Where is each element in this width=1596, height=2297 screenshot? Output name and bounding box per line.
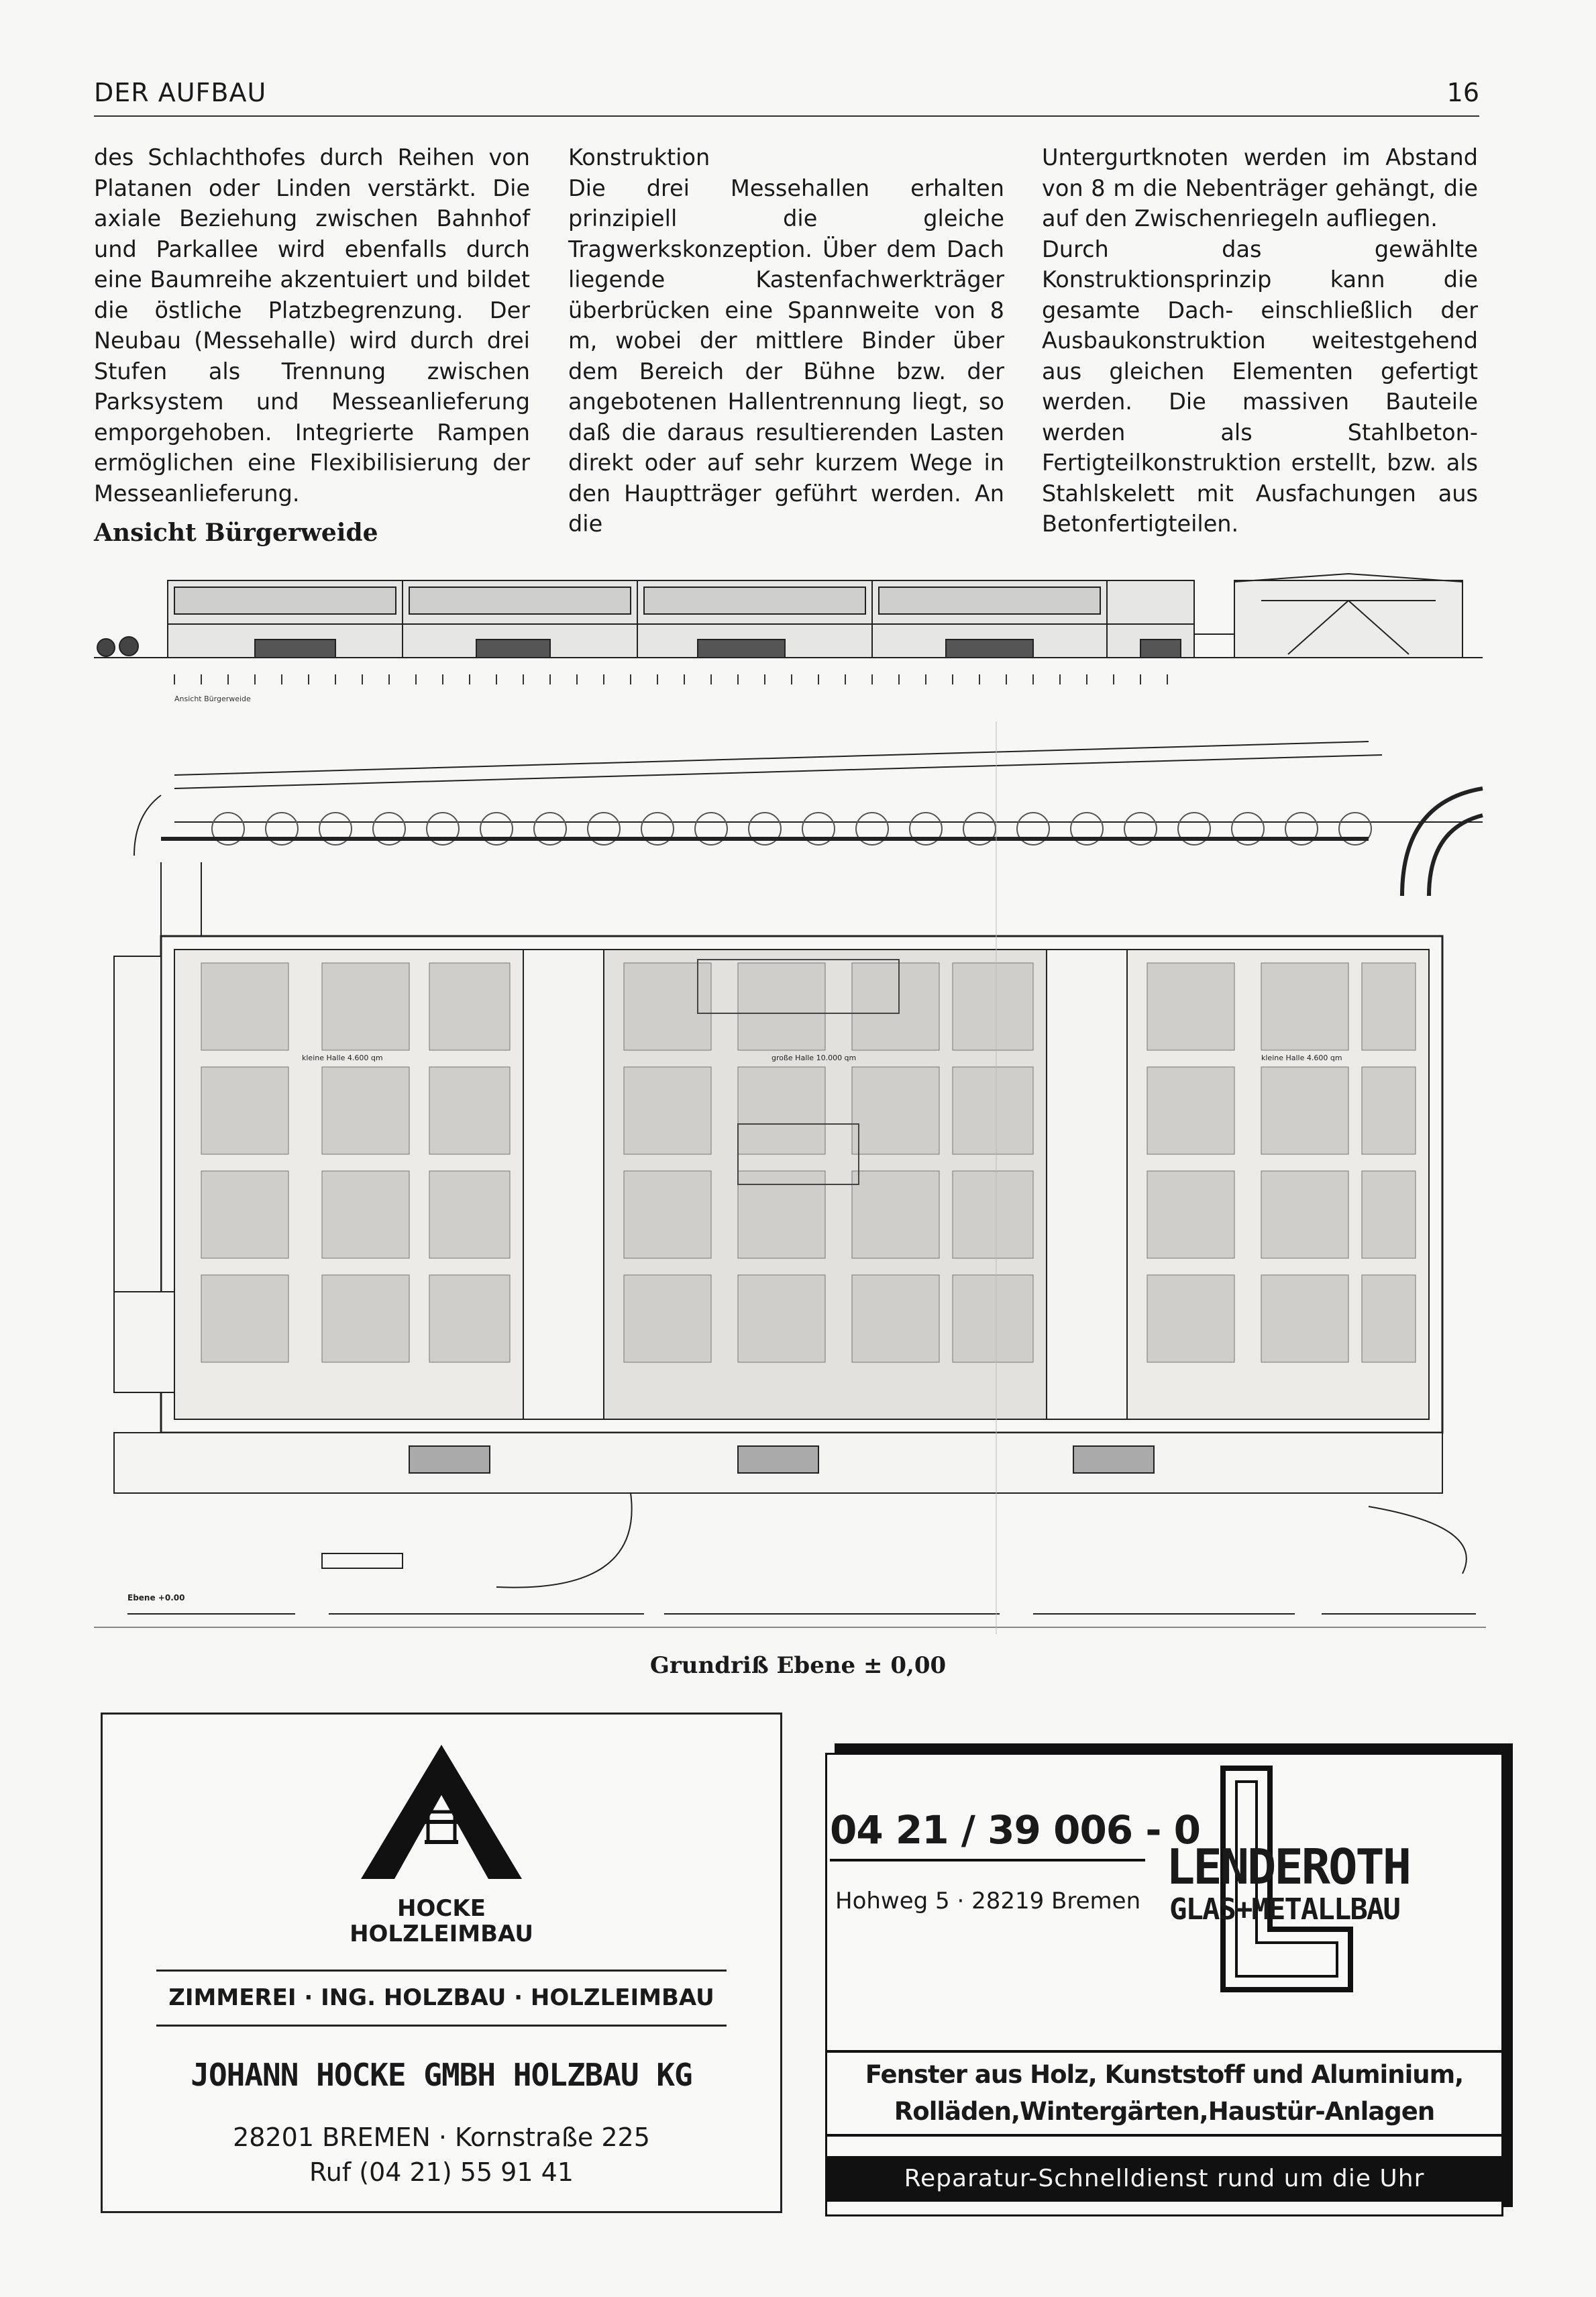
lenderoth-service: Reparatur-Schnelldienst rund um die Uhr [827,2156,1501,2202]
lenderoth-brand-sub: GLAS+METALLBAU [1169,1892,1399,1927]
text-column-2 [568,142,1004,540]
hocke-logo-line1: HOCKE [397,1895,486,1922]
elevation-drawing [94,560,1483,715]
lenderoth-products-1: Fenster aus Holz, Kunststoff und Aluminium, [865,2060,1464,2089]
text-column-3 [1042,142,1478,540]
plan-level-label: Ebene +0.00 [127,1593,185,1602]
elevation-heading: Ansicht Bürgerweide [94,519,378,547]
page-number: 16 [1446,78,1479,107]
hocke-address: 28201 BREMEN · Kornstraße 225 [233,2123,650,2152]
hocke-phone: Ruf (04 21) 55 91 41 [309,2157,574,2187]
section-title: DER AUFBAU [94,78,267,107]
hall-left-label: kleine Halle 4.600 qm [302,1054,383,1062]
hall-center-label: große Halle 10.000 qm [772,1054,857,1062]
column-2-text: Die drei Messehallen erhalten prinzipiell die gleiche Tragwerkskonzeption. Über dem Dach liegende Kastenfachwerkträger überbrücken eine Spannweite von 8 m, wobei der mittlere Binder über dem Bereich der Bühne bzw. der angebotenen Hallentrennung liegt, so daß die daraus resultierenden Lasten direkt oder auf sehr kurzem Wege in den Hauptträger geführt werden. An die [568,174,1004,537]
column-1-text: des Schlachthofes durch Reihen von Platanen oder Linden verstärkt. Die axiale Beziehung zwischen Bahnhof und Parkallee wird ebenfalls durch eine Baumreihe akzentuiert und bildet die östliche Platzbegrenzung. Der Neubau (Messehalle) wird durch drei Stufen als Trennung zwischen Parksystem und Messeanlieferung emporgehoben. Integrierte Rampen ermöglichen eine Flexibilisierung der Messeanlieferung. [94,144,530,507]
hocke-logo-text [103,1896,780,1947]
plan-caption: Grundriß Ebene ± 0,00 [649,1652,947,1679]
ad-hocke[interactable] [101,1713,782,2213]
text-column-1 [94,142,530,509]
column-3-text-a: Untergurtknoten werden im Abstand von 8 m die Nebenträger gehängt, die auf den Zwischenriegeln aufliegen. [1042,144,1478,232]
hocke-company: JOHANN HOCKE GMBH HOLZBAU KG [191,2057,692,2093]
running-header [94,75,1479,117]
floor-plan [94,721,1486,1634]
lenderoth-brand: LENDEROTH [1166,1839,1410,1895]
lenderoth-products-2: Rolläden,Wintergärten,Haustür-Anlagen [894,2097,1435,2126]
column-2-heading: Konstruktion [568,144,710,170]
hocke-logo-line2: HOLZLEIMBAU [350,1921,533,1947]
elevation-small-label: Ansicht Bürgerweide [174,695,251,703]
hocke-services: ZIMMEREI · ING. HOLZBAU · HOLZLEIMBAU [168,1984,714,2011]
lenderoth-address: Hohweg 5 · 28219 Bremen [835,1888,1141,1915]
hall-right-label: kleine Halle 4.600 qm [1261,1054,1342,1062]
hocke-logo-icon [358,1741,525,1882]
column-3-text-b: Durch das gewählte Konstruktionsprinzip kann die gesamte Dach- einschließlich der Ausbaukonstruktion weitestgehend aus gleichen Elementen gefertigt werden. Die massiven Bauteile werden als Stahlbeton-Fertigteilkonstruktion erstellt, bzw. als Stahlskelett mit Ausfachungen aus Betonfertigteilen. [1042,236,1478,537]
lenderoth-phone: 04 21 / 39 006 - 0 [830,1807,1200,1853]
ad-lenderoth[interactable] [825,1753,1503,2216]
